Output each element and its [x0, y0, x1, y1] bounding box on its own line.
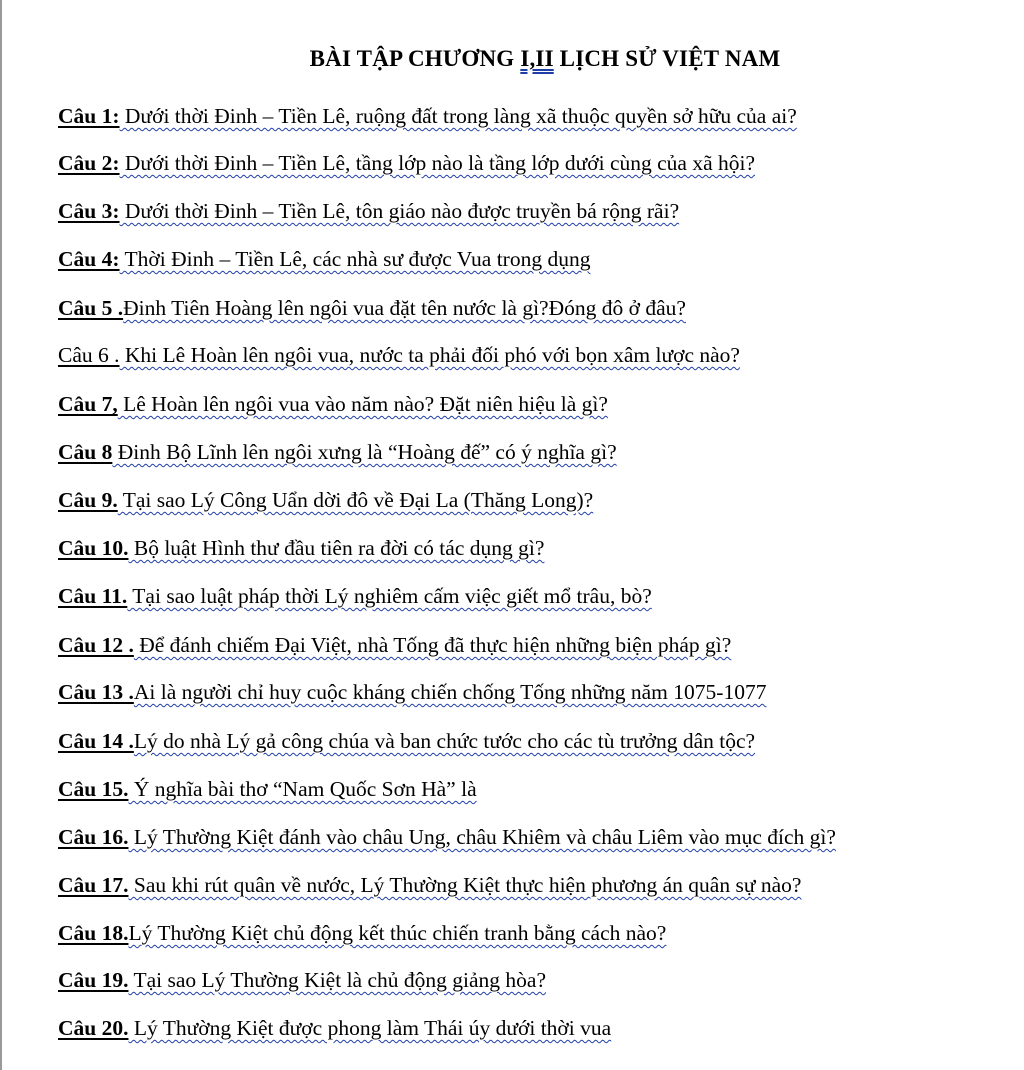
question-text: Để đánh chiếm Đại Việt, nhà Tống đã thực hiện những biện pháp gì?: [133, 633, 732, 657]
question-label: Câu 19.: [58, 968, 129, 992]
question-4: [58, 245, 590, 273]
question-11: [58, 582, 652, 610]
question-text: Dưới thời Đinh – Tiền Lê, ruộng đất trong làng xã thuộc quyền sở hữu của ai?: [119, 104, 797, 128]
question-text: Tại sao Lý Công Uẩn dời đô về Đại La (Thăng Long)?: [117, 488, 594, 512]
question-text: Đinh Bộ Lĩnh lên ngôi xưng là “Hoàng đế” có ý nghĩa gì?: [112, 440, 617, 464]
question-label: Câu 7,: [58, 392, 118, 416]
question-text: Thời Đinh – Tiền Lê, các nhà sư được Vua trong dụng: [119, 247, 591, 271]
question-label: Câu 9.: [58, 488, 118, 512]
question-text: Khi Lê Hoàn lên ngôi vua, nước ta phải đối phó với bọn xâm lược nào?: [119, 343, 740, 367]
question-text: Lê Hoàn lên ngôi vua vào năm nào? Đặt niên hiệu là gì?: [117, 392, 608, 416]
question-12: [58, 631, 731, 659]
question-6: [58, 341, 740, 369]
title-prefix: BÀI TẬP CHƯƠNG: [309, 46, 521, 71]
question-text: Tại sao Lý Thường Kiệt là chủ động giảng hòa?: [128, 968, 546, 992]
question-label: Câu 2:: [58, 151, 120, 175]
question-3: [58, 197, 679, 225]
question-text: Lý do nhà Lý gả công chúa và ban chức tước cho các tù trưởng dân tộc?: [133, 729, 756, 753]
question-text: Lý Thường Kiệt chủ động kết thúc chiến tranh bằng cách nào?: [128, 921, 667, 945]
question-label: Câu 13 .: [58, 680, 134, 704]
question-label: Câu 5 .: [58, 296, 124, 320]
question-9: [58, 486, 593, 514]
question-text: Dưới thời Đinh – Tiền Lê, tôn giáo nào được truyền bá rộng rãi?: [119, 199, 680, 223]
question-17: [58, 871, 801, 899]
page-title: [0, 46, 1024, 72]
question-text: Đinh Tiên Hoàng lên ngôi vua đặt tên nước là gì?Đóng đô ở đâu?: [123, 296, 686, 320]
question-8: [58, 438, 617, 466]
question-label: Câu 3:: [58, 199, 120, 223]
question-20: [58, 1014, 611, 1042]
question-19: [58, 966, 546, 994]
question-label: Câu 10.: [58, 536, 129, 560]
question-text: Ý nghĩa bài thơ “Nam Quốc Sơn Hà” là: [128, 777, 477, 801]
question-text: Tại sao luật pháp thời Lý nghiêm cấm việc giết mổ trâu, bò?: [127, 584, 652, 608]
question-text: Lý Thường Kiệt đánh vào châu Ung, châu Khiêm và châu Liêm vào mục đích gì?: [128, 825, 836, 849]
question-text: Bộ luật Hình thư đầu tiên ra đời có tác dụng gì?: [128, 536, 545, 560]
question-5: [58, 294, 686, 322]
question-18: [58, 919, 666, 947]
question-label: Câu 15.: [58, 777, 129, 801]
question-text: Ai là người chỉ huy cuộc kháng chiến chống Tống những năm 1075-1077: [133, 680, 767, 704]
question-13: [58, 678, 766, 706]
question-label: Câu 8: [58, 440, 113, 464]
question-label: Câu 18.: [58, 921, 129, 945]
question-text: Dưới thời Đinh – Tiền Lê, tầng lớp nào là tầng lớp dưới cùng của xã hội?: [119, 151, 756, 175]
question-label: Câu 14 .: [58, 729, 134, 753]
question-14: [58, 727, 755, 755]
question-16: [58, 823, 836, 851]
question-label: Câu 12 .: [58, 633, 134, 657]
question-label: Câu 17.: [58, 873, 129, 897]
question-7: [58, 390, 608, 418]
question-label: Câu 11.: [58, 584, 128, 608]
title-chapter-numbers: I,II: [520, 46, 554, 71]
question-1: [58, 102, 797, 130]
question-label: Câu 20.: [58, 1016, 129, 1040]
question-15: [58, 775, 477, 803]
title-suffix: LỊCH SỬ VIỆT NAM: [553, 46, 781, 71]
question-label: Câu 16.: [58, 825, 129, 849]
question-label: Câu 1:: [58, 104, 120, 128]
question-label: Câu 4:: [58, 247, 120, 271]
question-10: [58, 534, 544, 562]
question-text: Lý Thường Kiệt được phong làm Thái úy dưới thời vua: [128, 1016, 612, 1040]
question-2: [58, 149, 755, 177]
question-text: Sau khi rút quân về nước, Lý Thường Kiệt thực hiện phương án quân sự nào?: [128, 873, 802, 897]
question-label: Câu 6 .: [58, 343, 120, 367]
